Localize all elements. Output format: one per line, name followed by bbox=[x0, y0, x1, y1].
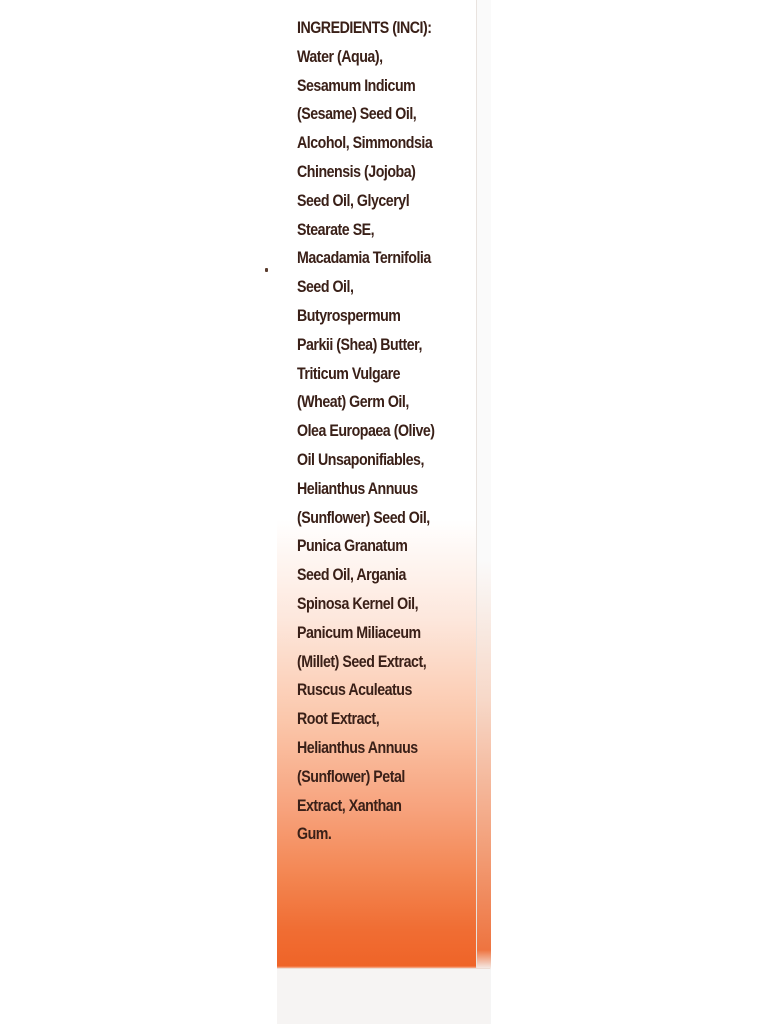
ingredient-line: Extract, Xanthan bbox=[297, 796, 402, 815]
ingredient-line: Macadamia Ternifolia bbox=[297, 249, 431, 268]
ingredient-line: Parkii (Shea) Butter, bbox=[297, 335, 422, 354]
ingredient-line: Stearate SE, bbox=[297, 220, 375, 239]
ingredient-line: Seed Oil, Argania bbox=[297, 566, 406, 585]
ingredient-line: Chinensis (Jojoba) bbox=[297, 162, 416, 181]
ingredient-line: Helianthus Annuus bbox=[297, 479, 418, 498]
ingredient-line: Water (Aqua), bbox=[297, 47, 383, 66]
ingredient-line: Sesamum Indicum bbox=[297, 76, 416, 95]
ingredient-line: Root Extract, bbox=[297, 710, 380, 729]
ingredient-line: Oil Unsaponifiables, bbox=[297, 450, 424, 469]
ingredient-line: Ruscus Aculeatus bbox=[297, 681, 412, 700]
ingredient-line: Triticum Vulgare bbox=[297, 364, 401, 383]
ingredient-line: Helianthus Annuus bbox=[297, 738, 418, 757]
ingredient-line: (Wheat) Germ Oil, bbox=[297, 393, 409, 412]
ingredient-line: Gum. bbox=[297, 825, 332, 844]
ingredient-line: Seed Oil, bbox=[297, 278, 354, 297]
dust-speck bbox=[265, 268, 268, 272]
package-edge bbox=[476, 0, 491, 1024]
ingredients-list bbox=[297, 14, 448, 849]
ingredient-line: Olea Europaea (Olive) bbox=[297, 422, 435, 441]
package-bottom bbox=[277, 968, 490, 1024]
ingredients-heading: INGREDIENTS (INCI): bbox=[297, 19, 432, 37]
ingredient-line: Spinosa Kernel Oil, bbox=[297, 594, 419, 613]
ingredient-line: Butyrospermum bbox=[297, 306, 401, 325]
ingredient-line: (Sunflower) Petal bbox=[297, 767, 405, 786]
ingredient-line: Seed Oil, Glyceryl bbox=[297, 191, 410, 210]
ingredient-line: (Sunflower) Seed Oil, bbox=[297, 508, 430, 527]
ingredient-line: Punica Granatum bbox=[297, 537, 408, 556]
ingredient-line: Alcohol, Simmondsia bbox=[297, 134, 433, 153]
ingredient-line: (Sesame) Seed Oil, bbox=[297, 105, 417, 124]
ingredient-line: (Millet) Seed Extract, bbox=[297, 652, 427, 671]
ingredient-line: Panicum Miliaceum bbox=[297, 623, 421, 642]
